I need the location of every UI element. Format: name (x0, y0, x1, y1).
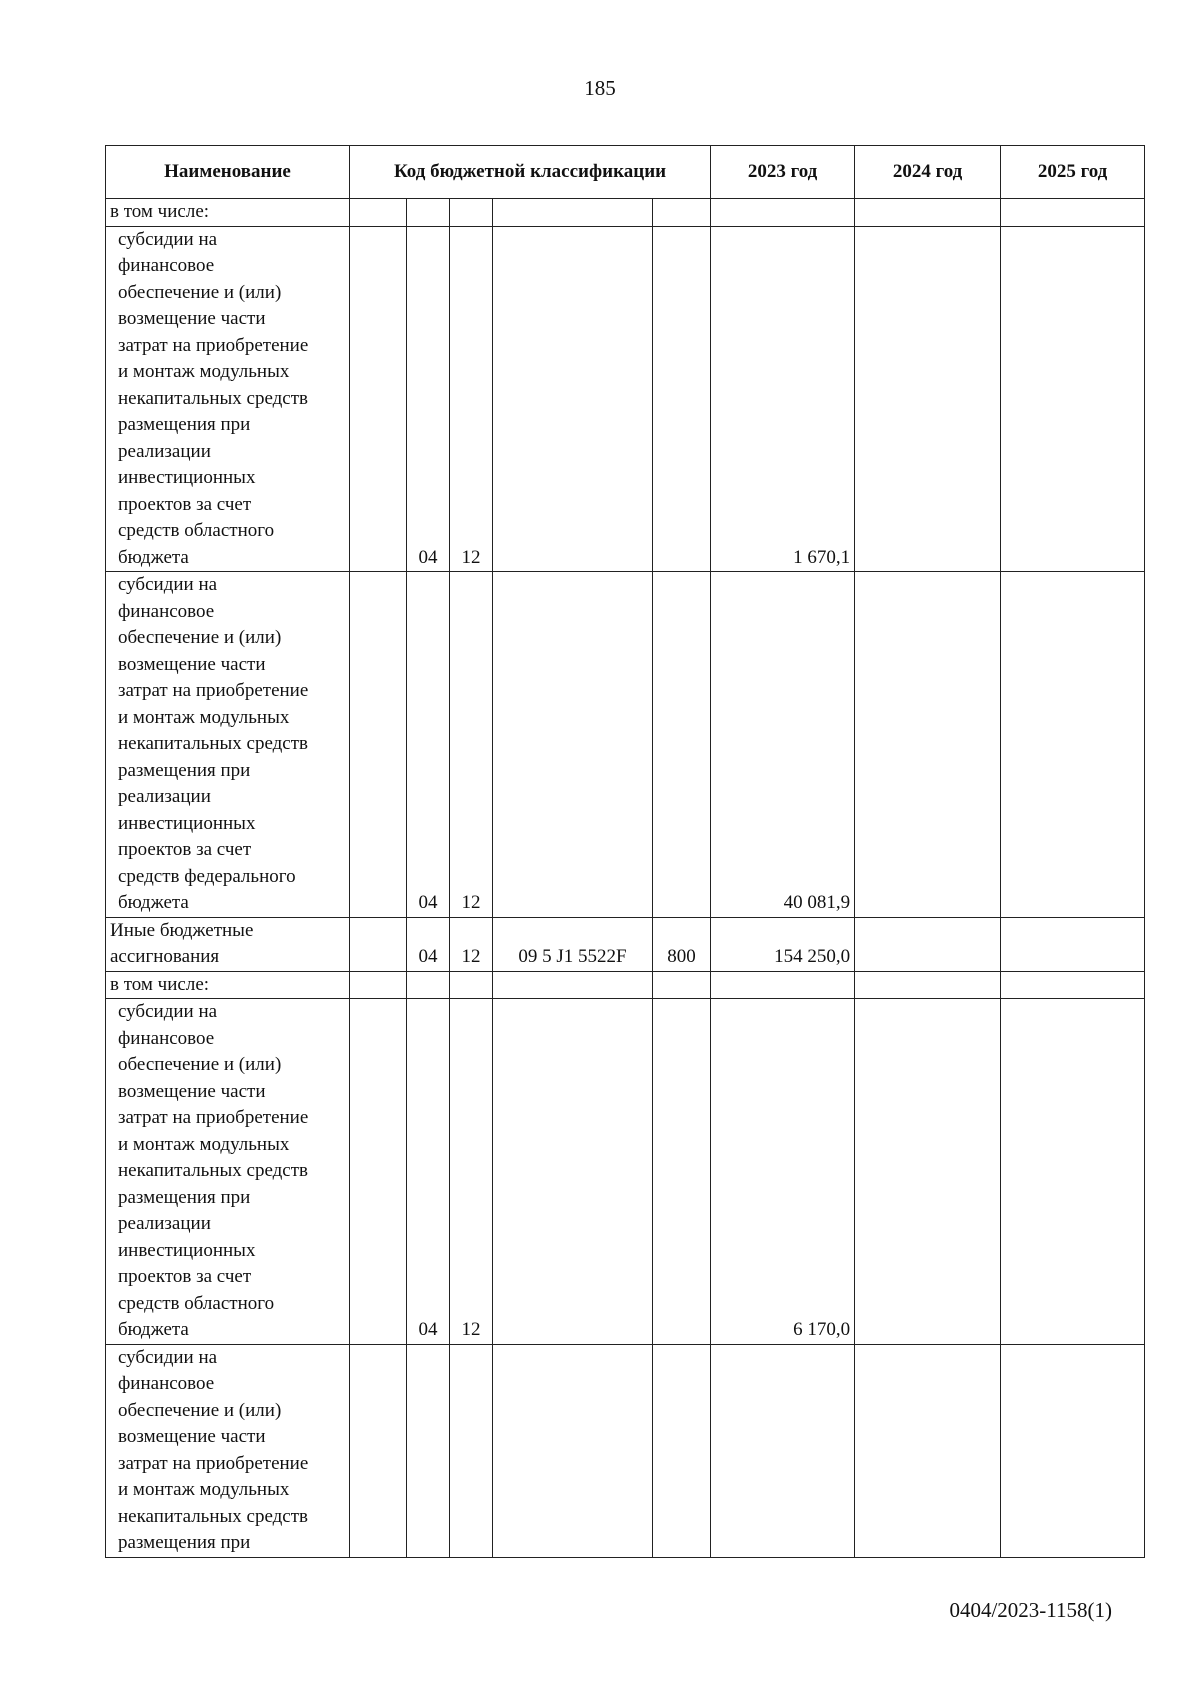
table-body (106, 199, 1145, 1558)
cell-expense-type (653, 572, 711, 918)
cell-2023 (711, 971, 855, 999)
page-number: 185 (584, 76, 616, 100)
cell-2025 (1001, 1344, 1145, 1557)
cell-2024 (855, 971, 1001, 999)
cell-expense-type (653, 199, 711, 227)
cell-subsection-text: 12 (461, 1319, 481, 1340)
cell-target-article (493, 199, 653, 227)
cell-name (106, 1344, 350, 1557)
cell-2025 (1001, 999, 1145, 1345)
cell-2023-text: 6 170,0 (793, 1319, 851, 1340)
cell-2024 (855, 226, 1001, 572)
cell-2023 (711, 572, 855, 918)
cell-target-article (493, 999, 653, 1345)
cell-name (106, 971, 350, 999)
cell-empty (350, 1344, 407, 1557)
cell-2025 (1001, 572, 1145, 918)
header-code: Код бюджетной классификации (350, 146, 711, 199)
cell-subsection-text: 12 (461, 546, 481, 568)
cell-name-text: в том числе: (110, 973, 210, 995)
cell-2023 (711, 199, 855, 227)
cell-2023 (711, 917, 855, 971)
cell-target-article (493, 572, 653, 918)
cell-2024 (855, 572, 1001, 918)
cell-target-article (493, 226, 653, 572)
header-2025: 2025 год (1001, 146, 1145, 199)
table-row (106, 971, 1145, 999)
cell-empty (350, 199, 407, 227)
cell-subsection (450, 1344, 493, 1557)
cell-section (407, 917, 450, 971)
cell-name (106, 999, 350, 1345)
cell-target-article (493, 971, 653, 999)
cell-subsection (450, 971, 493, 999)
cell-name-text: субсидии на финансовое обеспечение и (или) возмещение части затрат на приобретение и монтаж модульных некапитальных средств размещения при реализации инвестиционных проектов за счет средств областного бюджета (118, 1001, 309, 1340)
budget-table (105, 145, 1145, 1558)
cell-section (407, 1344, 450, 1557)
cell-2025 (1001, 971, 1145, 999)
cell-name (106, 226, 350, 572)
cell-section (407, 199, 450, 227)
cell-section (407, 999, 450, 1345)
cell-name (106, 572, 350, 918)
cell-2025 (1001, 226, 1145, 572)
table-row (106, 226, 1145, 572)
cell-2024 (855, 1344, 1001, 1557)
cell-empty (350, 226, 407, 572)
cell-2023-text: 154 250,0 (774, 946, 851, 967)
cell-2023-text: 40 081,9 (783, 892, 851, 913)
cell-2024 (855, 999, 1001, 1345)
cell-subsection-text: 12 (461, 946, 481, 967)
cell-subsection (450, 572, 493, 918)
cell-empty (350, 917, 407, 971)
cell-expense-type (653, 226, 711, 572)
cell-section-text: 04 (418, 546, 438, 568)
cell-expense-type (653, 971, 711, 999)
cell-name (106, 917, 350, 971)
cell-section (407, 226, 450, 572)
document-code: 0404/2023-1158(1) (949, 1598, 1112, 1622)
cell-empty (350, 999, 407, 1345)
cell-expense-type (653, 917, 711, 971)
cell-section (407, 572, 450, 918)
cell-target-article (493, 917, 653, 971)
cell-section-text: 04 (418, 892, 438, 913)
cell-empty (350, 971, 407, 999)
table-row (106, 572, 1145, 918)
cell-empty (350, 572, 407, 918)
cell-name-text: в том числе: (110, 201, 210, 222)
cell-expense-type-text: 800 (667, 946, 696, 967)
cell-2023 (711, 1344, 855, 1557)
table-row (106, 999, 1145, 1345)
cell-2025 (1001, 199, 1145, 227)
cell-2024 (855, 199, 1001, 227)
cell-expense-type (653, 999, 711, 1345)
cell-2023 (711, 226, 855, 572)
cell-subsection (450, 199, 493, 227)
cell-subsection (450, 999, 493, 1345)
table-row (106, 1344, 1145, 1557)
cell-name-text: субсидии на финансовое обеспечение и (или) возмещение части затрат на приобретение и монтаж модульных некапитальных средств размещения при реализации инвестиционных проектов за счет средств областного бюджета (118, 228, 309, 568)
cell-subsection (450, 226, 493, 572)
cell-section (407, 971, 450, 999)
header-2023: 2023 год (711, 146, 855, 199)
cell-expense-type (653, 1344, 711, 1557)
cell-2023 (711, 999, 855, 1345)
cell-name-text: Иные бюджетные ассигнования (110, 919, 254, 967)
cell-target-article-text: 09 5 J1 5522F (518, 946, 627, 967)
cell-name-text: субсидии на финансовое обеспечение и (или) возмещение части затрат на приобретение и монтаж модульных некапитальных средств размещения при (118, 1346, 309, 1553)
cell-subsection (450, 917, 493, 971)
cell-subsection-text: 12 (461, 892, 481, 913)
cell-2024 (855, 917, 1001, 971)
header-2024: 2024 год (855, 146, 1001, 199)
table-row (106, 917, 1145, 971)
cell-target-article (493, 1344, 653, 1557)
cell-2023-text: 1 670,1 (793, 546, 851, 568)
header-name: Наименование (106, 146, 350, 199)
table-header-row (106, 146, 1145, 199)
cell-2025 (1001, 917, 1145, 971)
cell-section-text: 04 (418, 1319, 438, 1340)
cell-section-text: 04 (418, 946, 438, 967)
table-row (106, 199, 1145, 227)
cell-name (106, 199, 350, 227)
cell-name-text: субсидии на финансовое обеспечение и (или) возмещение части затрат на приобретение и монтаж модульных некапитальных средств размещения при реализации инвестиционных проектов за счет средств федерального бюджета (118, 574, 309, 913)
